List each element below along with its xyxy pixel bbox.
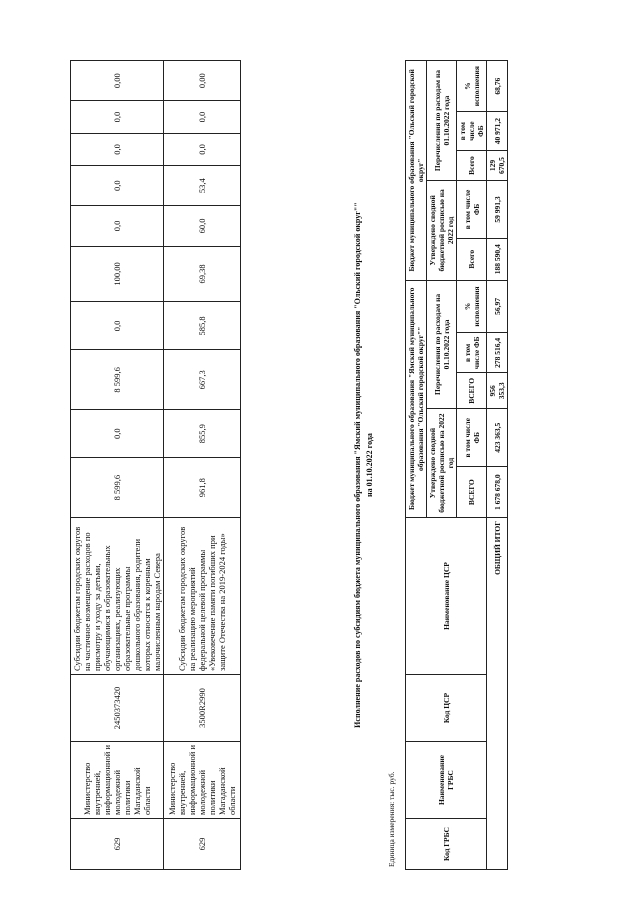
header-approved: Утверждено сводной бюджетной росписью на 2022 год	[427, 181, 457, 281]
header-percent: % исполнения	[457, 280, 487, 333]
header-approved: Утверждено сводной бюджетной росписью на 2022 год	[427, 409, 457, 518]
cell-value: 0,0	[71, 302, 164, 350]
cell-value: 0,0	[71, 133, 164, 165]
cell-value: 855,9	[164, 410, 241, 458]
cell-value: 69,38	[164, 246, 241, 302]
header-municipal-budget: Бюджет муниципального образования "Ольский городской округ"	[406, 61, 427, 281]
total-value: 1 678 678,0	[487, 467, 508, 518]
table-row	[164, 61, 241, 870]
total-value: 68,76	[487, 61, 508, 112]
header-oblast-budget: Бюджет муниципального образования "Ямский муниципального образования "Ольский городской округ""	[406, 280, 427, 517]
grbs-code: 629	[71, 819, 164, 870]
cell-value: 0,00	[71, 61, 164, 101]
grbs-name: Министерство внутренней, информационной и молодежной политики Магаданской области	[164, 742, 241, 819]
grbs-name: Министерство внутренней, информационной и молодежной политики Магаданской области	[71, 742, 164, 819]
header-total: ВСЕГО	[457, 467, 487, 518]
cell-value: 8 599,6	[71, 350, 164, 410]
total-label: ОБЩИЙ ИТОГ	[487, 518, 508, 870]
units-label: Единица измерения: тыс. руб.	[387, 771, 396, 867]
header-csr-name: Наименование ЦСР	[406, 518, 487, 675]
report-date: на 01.10.2022 года	[365, 433, 374, 497]
total-row	[487, 61, 508, 870]
total-value: 129 670,5	[487, 150, 508, 180]
header-transfer: Перечисления по расходам на 01.10.2022 года	[427, 280, 457, 409]
cell-value: 0,0	[71, 101, 164, 133]
total-value: 59 991,3	[487, 181, 508, 239]
cell-value: 0,0	[71, 206, 164, 246]
header-total: ВСЕГО	[457, 373, 487, 409]
header-percent: % исполнения	[457, 61, 487, 112]
header-total: Всего	[457, 150, 487, 180]
header-total: Всего	[457, 238, 487, 280]
total-value: 423 363,5	[487, 409, 508, 467]
grbs-code: 629	[164, 819, 241, 870]
cell-value: 0,0	[71, 166, 164, 206]
total-value: 956 353,3	[487, 373, 508, 409]
total-value: 188 590,4	[487, 238, 508, 280]
header-csr-code: Код ЦСР	[406, 675, 487, 742]
csr-code: 3500R2990	[164, 675, 241, 742]
cell-value: 100,00	[71, 246, 164, 302]
subsidy-detail-table	[70, 60, 241, 870]
header-row	[406, 61, 427, 870]
cell-value: 0,0	[164, 133, 241, 165]
report-title	[352, 55, 376, 875]
report-title-text: Исполнение расходов по субсидиям бюджета муниципального образования "Ямский муниципального образования "Ольский городской округ""	[353, 202, 362, 728]
total-value: 40 971,2	[487, 112, 508, 151]
header-grbs-code: Код ГРБС	[406, 819, 487, 870]
summary-table	[405, 60, 508, 870]
cell-value: 585,8	[164, 302, 241, 350]
cell-value: 8 599,6	[71, 458, 164, 518]
csr-name: Субсидии бюджетам городских округов на реализацию мероприятий федеральной целевой программы «Увековечение памяти погибших при защите Отечества на 2019-2024 годы»	[164, 518, 241, 675]
cell-value: 0,0	[164, 101, 241, 133]
table-row	[71, 61, 164, 870]
total-value: 278 516,4	[487, 333, 508, 373]
header-fb: в том числе ФБ	[457, 181, 487, 239]
cell-value: 0,00	[164, 61, 241, 101]
header-fb: в том числе ФБ	[457, 112, 487, 151]
cell-value: 60,0	[164, 206, 241, 246]
cell-value: 667,3	[164, 350, 241, 410]
header-fb: в том числе ФБ	[457, 333, 487, 373]
header-transfer: Перечисления по расходам на 01.10.2022 года	[427, 61, 457, 181]
cell-value: 961,8	[164, 458, 241, 518]
csr-code: 2450373420	[71, 675, 164, 742]
cell-value: 53,4	[164, 166, 241, 206]
header-fb: в том числе ФБ	[457, 409, 487, 467]
csr-name: Субсидии бюджетам городских округов на частичное возмещение расходов по присмотру и уходу за детьми, обучающимися в образовательных организациях, реализующих образовательные программы дошкольного образования, родители которых относятся к коренным малочисленным народам Севера	[71, 518, 164, 675]
total-value: 56,97	[487, 280, 508, 333]
cell-value: 0,0	[71, 410, 164, 458]
header-grbs-name: Наименование ГРБС	[406, 742, 487, 819]
